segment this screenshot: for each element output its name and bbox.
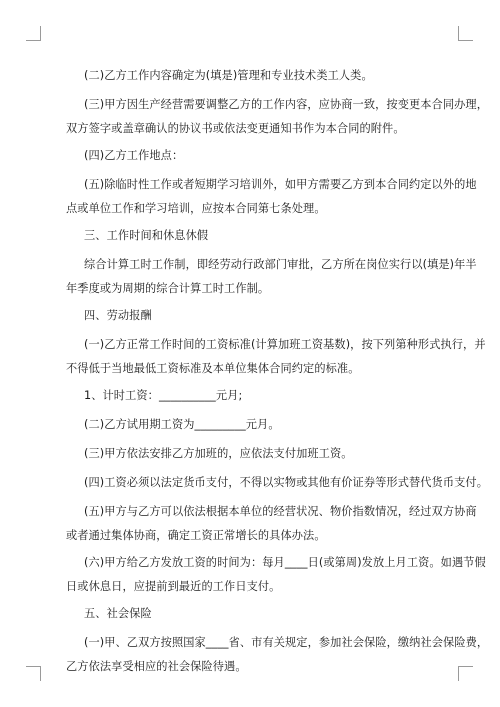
paragraph xyxy=(66,442,452,466)
text-line: 不得低于当地最低工资标准及本单位集体合同约定的标准。 xyxy=(66,362,360,375)
paragraph xyxy=(66,471,488,495)
crop-mark-bottom-right xyxy=(458,666,473,681)
text-line: (三)甲方依法安排乙方加班的，应依法支付加班工资。 xyxy=(84,447,353,460)
text-line: 日或休息日，应提前到最近的工作日支付。 xyxy=(66,580,281,593)
text-line: (三)甲方因生产经营需要调整乙方的工作内容，应协商一致，按变更本合同办理， xyxy=(84,98,488,111)
text-line: 乙方依法享受相应的社会保险待遇。 xyxy=(66,660,247,673)
paragraph xyxy=(66,144,452,168)
text-line: 五、社会保险 xyxy=(84,607,152,620)
text-line: 年季度或为周期的综合计算工时工作制。 xyxy=(66,282,270,295)
text-line: 1、计时工资：__________元月; xyxy=(84,389,243,402)
paragraph xyxy=(66,551,486,599)
paragraph xyxy=(66,64,452,88)
paragraph xyxy=(66,384,452,408)
section-heading xyxy=(66,224,452,248)
paragraph xyxy=(66,413,452,437)
text-line: (二)乙方试用期工资为_________元月。 xyxy=(84,418,280,431)
text-line: 双方签字或盖章确认的协议书或依法变更通知书作为本合同的附件。 xyxy=(66,122,405,135)
text-line: 四、劳动报酬 xyxy=(84,309,152,322)
section-heading xyxy=(66,602,452,626)
text-line: (四)工资必须以法定货币支付，不得以实物或其他有价证券等形式替代货币支付。 xyxy=(84,476,488,489)
text-line: (二)乙方工作内容确定为(填是)管理和专业技术类工人类。 xyxy=(84,69,373,82)
paragraph xyxy=(66,173,477,221)
text-line: 点或单位工作和学习培训，应按本合同第七条处理。 xyxy=(66,202,326,215)
paragraph xyxy=(66,631,489,679)
text-line: 三、工作时间和休息休假 xyxy=(84,229,209,242)
crop-mark-top-left xyxy=(26,26,41,41)
text-line: (四)乙方工作地点： xyxy=(84,149,184,162)
text-line: (五)甲方与乙方可以依法根据本单位的经营状况、物价指数情况，经过双方协商 xyxy=(84,505,477,518)
paragraph xyxy=(66,333,486,381)
crop-mark-bottom-left xyxy=(26,666,41,681)
section-heading xyxy=(66,304,452,328)
text-line: (一)甲、乙双方按照国家____省、市有关规定，参加社会保险，缴纳社会保险费， xyxy=(84,636,489,649)
paragraph xyxy=(66,93,488,141)
paragraph xyxy=(66,253,477,301)
text-line: 综合计算工时工作制，即经劳动行政部门审批，乙方所在岗位实行以(填是)年半 xyxy=(84,258,477,271)
text-line: 或者通过集体协商，确定工资正常增长的具体办法。 xyxy=(66,529,326,542)
text-line: (一)乙方正常工作时间的工资标准(计算加班工资基数)，按下列第种形式执行，并 xyxy=(84,338,486,351)
text-line: (五)除临时性工作或者短期学习培训外，如甲方需要乙方到本合同约定以外的地 xyxy=(84,178,477,191)
text-line: (六)甲方给乙方发放工资的时间为：每月____日(或第周)发放上月工资。如遇节假 xyxy=(84,556,486,569)
paragraph xyxy=(66,500,477,548)
crop-mark-top-right xyxy=(458,26,473,41)
